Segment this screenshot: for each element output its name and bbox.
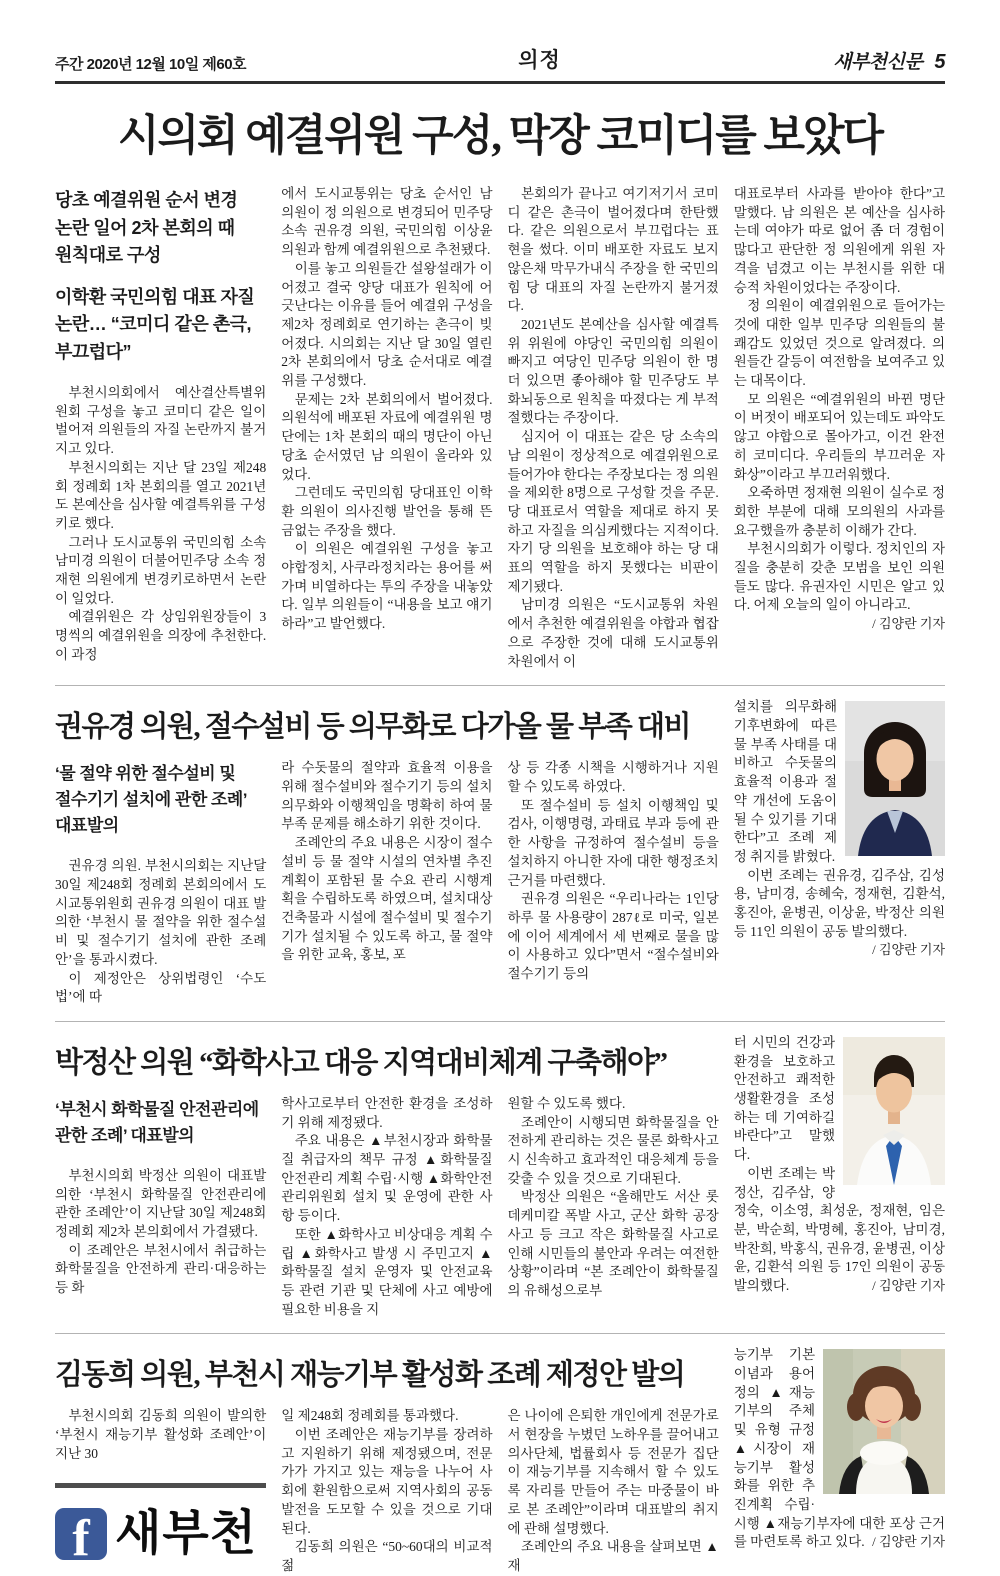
article3-headline: 박정산 의원 “화학사고 대응 지역대비체계 구축해야” — [55, 1046, 667, 1079]
paragraph: 라 수돗물의 절약과 효율적 이용을 위해 절수설비와 절수기기 등의 설치 의무화와 이행책임을 명확히 하여 물 부족 문제를 해소하기 위한 것이다. — [281, 760, 493, 832]
column-text — [55, 857, 266, 1007]
article4-column-4 — [734, 1346, 945, 1575]
paragraph: 조례안의 주요 내용은 시장이 절수설비 등 물 절약 시설의 연차별 추진계획이 포함된 물 수요 관리 시행계획을 수립하도록 하였으며, 설치대상 건축물과 시설에 절수설비 및 절수기기가 설치될 수 있도록 하고, 물 절약을 위한 교육, 홍보, 포 — [281, 835, 493, 963]
paragraph: 이 제정안은 상위법령인 ‘수도법’에 따 — [55, 970, 267, 1005]
paragraph: 이 조례안은 부천시에서 취급하는 화학물질을 안전하게 관리·대응하는 등 화 — [55, 1242, 267, 1296]
column-text — [55, 1407, 266, 1463]
paragraph: 예결위원은 각 상임위원장들이 3명씩의 예결위원을 의장에 추천한다. 이 과정 — [55, 609, 267, 662]
paragraph: 부천시의회 박정산 의원이 대표발의한 ‘부천시 화학물질 안전관리에 관한 조례안’이 지난달 30일 제248회 정례회 제2차 본의회에서 가결됐다. — [55, 1167, 267, 1240]
paragraph: 2021년도 본예산을 심사할 예결특위 위원에 야당인 국민의힘 의원이 빠지고 여당인 민주당 의원이 한 명 더 있으면 좋아해야 할 민주당도 부화뇌동으로 원칙을 따졌다는 게 부적절했다는 주장이다. — [507, 316, 719, 426]
paragraph: 상 등 각종 시책을 시행하거나 지원할 수 있도록 하였다. — [507, 760, 719, 794]
paragraph: 이번 조례는 권유경, 김주삼, 김성용, 남미경, 송혜숙, 정재현, 김환석, 홍진아, 윤병권, 이상윤, 박정산 의원 등 11인 의원이 공동 발의했다. / 김양란 기자 — [734, 867, 945, 942]
column-text — [55, 1167, 266, 1298]
paragraph: 남미경 의원은 “도시교통위 차원에서 추천한 예결위원을 야합과 협잡으로 주장한 것에 대해 도시교통위 차원에서 이 — [507, 597, 719, 669]
newspaper-logo — [55, 1508, 266, 1560]
article1-column-2 — [281, 185, 492, 671]
paragraph: 오죽하면 정재현 의원이 실수로 정회한 부분에 대해 모의원의 사과를 요구했을까 충분히 이해가 간다. — [733, 485, 945, 538]
byline: / 김양란 기자 — [872, 1534, 945, 1550]
paragraph: 그러나 도시교통위 국민의힘 소속 남미경 의원이 더불어민주당 소속 정재현 의원에게 변경키로하면서 논란이 일었다. — [55, 534, 267, 606]
article2-column-3 — [508, 759, 719, 1007]
byline: / 김양란 기자 — [872, 942, 945, 958]
paragraph: 능기부 기본이념과 용어 정의 ▲재능기부의 주체 및 유형 규정 ▲시장이 재능기부 활성화를 위한 추진계획 수립·시행 ▲재능기부자에 대한 포상 근거를 마련토록 하고 있다. / 김양란 기자 — [734, 1346, 945, 1552]
paragraph: 일 제248회 정례회를 통과했다. — [281, 1408, 459, 1424]
article4-column-2 — [281, 1407, 492, 1575]
paragraph: 이번 조례는 박정산, 김주삼, 양정숙, 이소영, 최성운, 정재현, 임은분, 박순희, 박명혜, 홍진아, 남미경, 박찬희, 박홍식, 권유경, 윤병권, 이상윤, 김환석 의원 등 17인 의원이 공동 발의했다. / 김양란 기자 — [734, 1165, 945, 1296]
paragraph: 김동희 의원은 “50~60대의 비교적 젊 — [281, 1539, 493, 1573]
article3-column-1 — [55, 1095, 266, 1319]
article3-column-3 — [508, 1095, 719, 1319]
section-divider — [55, 1021, 945, 1022]
byline: / 김양란 기자 — [872, 1278, 945, 1294]
main-headline: 시의회 예결위원 구성, 막장 코미디를 보았다 — [117, 113, 883, 160]
masthead — [55, 44, 945, 84]
paragraph: 원할 수 있도록 했다. — [507, 1095, 626, 1111]
paragraph: 이 의원은 예결위원 구성을 놓고 야합정치, 사쿠라정치라는 용어를 써가며 비열하다는 투의 주장을 내놓았다. 일부 의원들이 “내용을 보고 얘기하라”고 발언했다. — [281, 541, 493, 632]
section-divider — [55, 685, 945, 686]
paper-name-text: 새부천신문 — [833, 52, 923, 73]
paragraph: 문제는 2차 본회의에서 벌어졌다. 의원석에 배포된 자료에 예결위원 명단에는 1차 본회의 때의 명단이 아닌 당초 순서였던 남 의원이 올라와 있었다. — [281, 391, 493, 482]
paragraph: 조례안의 주요 내용을 살펴보면 ▲재 — [507, 1539, 719, 1573]
paragraph: 부천시의회가 이렇다. 정치인의 자질을 충분히 갖춘 모범을 보인 의원들도 많다. 유권자인 시민은 알고 있다. 어제 오늘의 일이 아니라고. / 김양란 기자 — [734, 540, 945, 615]
article2-column-1 — [55, 759, 266, 1007]
paragraph: 부천시의회 김동희 의원이 발의한 ‘부천시 재능기부 활성화 조례안’이 지난 30 — [55, 1408, 267, 1461]
article4-headline: 김동희 의원, 부천시 재능기부 활성화 조례 제정안 발의 — [55, 1359, 685, 1392]
article3-column-4 — [734, 1034, 945, 1319]
article4-column-1 — [55, 1407, 266, 1575]
portrait-photo-kim-donghee — [823, 1349, 945, 1494]
byline: / 김양란 기자 — [872, 616, 945, 632]
paragraph: 이번 조례안은 재능기부를 장려하고 지원하기 위해 제정됐으며, 전문가가 가지고 있는 재능을 나누어 사회에 환원함으로써 지역사회의 공동발전을 도모할 수 있을 것으로 기대된다. — [281, 1427, 493, 1536]
paragraph: 학사고로부터 안전한 환경을 조성하기 위해 제정됐다. — [281, 1095, 493, 1130]
paragraph: 이를 놓고 의원들간 설왕설래가 이어졌고 결국 양당 대표가 원칙에 어긋난다는 이유를 들어 예결위 구성을 제2차 정례회로 연기하는 촌극이 빚어졌다. 시의회는 지난 달 30일 열린 2차 본회의에서 당초 순서대로 예결위를 구성했다. — [281, 260, 493, 389]
logo-divider — [55, 1483, 266, 1488]
article-water-saving — [55, 698, 945, 1007]
paragraph: 심지어 이 대표는 같은 당 소속의 남 의원이 정상적으로 예결위원으로 들어가야 한다는 주장보다는 정 의원을 제외한 8명으로 구성할 것을 주문. 당 대표로서 역할을 제대로 하지 못하고 자질을 의심케했다는 지적이다. 자기 당 의원을 보호해야 하는 당 대표의 역할을 하지 못했다는 비판이 제기됐다. — [507, 429, 719, 594]
article1-column-1 — [55, 185, 266, 671]
section-title: 의정 — [518, 49, 561, 72]
logo-title: 새부천 — [115, 1507, 258, 1561]
article2-column-2 — [281, 759, 492, 1007]
paragraph: 설치를 의무화해 기후변화에 따른 물 부족 사태를 대비하고 수돗물의 효율적 이용과 절약 개선에 도움이 될 수 있기를 기대한다”고 조례 제정 취지를 밝혔다. — [733, 699, 837, 864]
paragraph: 모 의원은 “예결위원의 바뀐 명단이 버젓이 배포되어 있는데도 파악도 않고 야합으로 몰아가고, 이건 완전히 코미디다. 우리들의 부끄러운 자화상”이라고 부끄러워했다. — [733, 391, 945, 482]
paragraph: 조례안이 시행되면 화학물질을 안전하게 관리하는 것은 물론 화학사고 시 신속하고 효과적인 대응체계 등을 갖출 수 있을 것으로 기대된다. — [507, 1114, 719, 1186]
page-number: 5 — [934, 51, 945, 73]
paragraph: 부천시의회에서 예산결산특별위원회 구성을 놓고 코미디 같은 일이 벌어져 의원들의 자질 논란까지 불거지고 있다. — [55, 385, 267, 457]
article2-headline: 권유경 의원, 절수설비 등 의무화로 다가올 물 부족 대비 — [55, 711, 691, 744]
paragraph: 또 절수설비 등 설치 이행책임 및 검사, 이행명령, 과태료 부과 등에 관한 사항을 규정하여 절수설비 등을 설치하지 아니한 자에 대한 행정조치 근거를 마련했다. — [507, 797, 719, 888]
article4-column-3 — [508, 1407, 719, 1575]
paragraph: 정 의원이 예결위원으로 들어가는 것에 대한 일부 민주당 의원들의 불쾌감도 있었던 것으로 알려졌다. 의원들간 갈등이 여전함을 보여주고 있는 대목이다. — [733, 298, 945, 389]
paragraph: 대표로부터 사과를 받아야 한다”고 말했다. 남 의원은 본 예산을 심사하는데 여야가 따로 없어 좀 더 경험이 많다고 판단한 정 의원에게 위원 자격을 넘겼고 이는 부천시를 위한 대승적 차원이었다는 주장이다. — [733, 186, 945, 295]
article3-column-2 — [281, 1095, 492, 1319]
paragraph: 터 시민의 건강과 환경을 보호하고 안전하고 쾌적한 생활환경을 조성하는 데 기여하길 바란다”고 말했다. — [733, 1034, 835, 1163]
deck-heading: ‘물 절약 위한 절수설비 및 절수기기 설치에 관한 조례’ 대표발의 — [55, 764, 247, 836]
paragraph: 본회의가 끝나고 여기저기서 코미디 같은 촌극이 벌어졌다며 한탄했다. 같은 의원으로서 부끄럽다는 표현을 썼다. 이미 배포한 자료도 보지 않은채 막무가내식 주장을 한 국민의힘 당 대표의 자질 논란까지 불거졌다. — [507, 186, 719, 314]
deck-headings — [55, 187, 266, 366]
article-chemical-safety — [55, 1034, 945, 1319]
article-main — [55, 84, 945, 671]
paragraph: 박정산 의원은 “올해만도 서산 롯데케미칼 폭발 사고, 군산 화학 공장 사고 등 크고 작은 화학물질 사고로 인해 시민들의 불안과 우려는 여전한 상황”이라며 “본 조례안이 화학물질의 유해성으로부 — [507, 1189, 719, 1298]
article1-column-4 — [734, 185, 945, 671]
paper-name — [833, 47, 945, 74]
paragraph: 은 나이에 은퇴한 개인에게 전문가로서 현장을 누볐던 노하우를 끌어내고 의사단체, 법률회사 등 전문가 집단이 재능기부를 지속해서 할 수 있도록 자리를 만들어 주는 마중물이 바로 본 조례안”이라며 대표발의 취지에 관해 설명했다. — [507, 1408, 719, 1536]
section-divider — [55, 1333, 945, 1334]
paragraph: 권유경 의원. 부천시의회는 지난달 30일 제248회 정례회 본회의에서 도시교통위원회 권유경 의원이 대표 발의한 ‘부천시 물 절약을 위한 절수설비 및 절수기기 설치에 관한 조례안’을 통과시켰다. — [55, 858, 267, 967]
paragraph: 이학환 국민의힘 대표 자질 논란… “코미디 같은 촌극, 부끄럽다” — [55, 286, 255, 362]
paragraph: 당초 예결위원 순서 변경 논란 일어 2차 본회의 때 원칙대로 구성 — [55, 190, 238, 265]
facebook-icon: f — [55, 1508, 107, 1560]
paragraph: 또한 ▲화학사고 비상대응 계획 수립 ▲화학사고 발생 시 주민고지 ▲화학물질 설치 운영자 및 안전교육 등 관련 기관 및 단체에 사고 예방에 필요한 비용을 지 — [281, 1226, 493, 1317]
deck-heading: ‘부천시 화학물질 안전관리에 관한 조례’ 대표발의 — [55, 1099, 259, 1145]
paragraph: 주요 내용은 ▲부천시장과 화학물질 취급자의 책무 규정 ▲화학물질 안전관리 계획 수립·시행 ▲화학안전관리위원회 설치 및 운영에 관한 사항 등이다. — [281, 1133, 493, 1224]
issue-date: 주간 2020년 12월 10일 제60호 — [55, 56, 247, 73]
portrait-photo-kwon-yukyung — [845, 701, 945, 856]
column-text — [55, 384, 266, 665]
paragraph: 에서 도시교통위는 당초 순서인 남 의원이 정 의원으로 변경되어 민주당 소속 권유경 의원, 국민의힘 이상윤 의원과 함께 예결위원으로 추천됐다. — [281, 186, 493, 258]
article2-column-4 — [734, 698, 945, 1007]
article-talent-donation — [55, 1346, 945, 1575]
paragraph: 부천시의회는 지난 달 23일 제248회 정례회 1차 본회의를 열고 2021년도 본예산을 심사할 예결특위를 구성키로 했다. — [55, 459, 267, 531]
paragraph: 권유경 의원은 “우리나라는 1인당 하루 물 사용량이 287ℓ로 미국, 일본에 이어 세계에서 세 번째로 물을 많이 사용하고 있다”면서 “절수설비와 절수기기 등의 — [507, 891, 719, 982]
article1-column-3 — [508, 185, 719, 671]
portrait-photo-park-jungsan — [843, 1037, 945, 1185]
paragraph: 그런데도 국민의힘 당대표인 이학환 의원이 의사진행 발언을 통해 뜬금없는 주장을 했다. — [281, 485, 493, 538]
